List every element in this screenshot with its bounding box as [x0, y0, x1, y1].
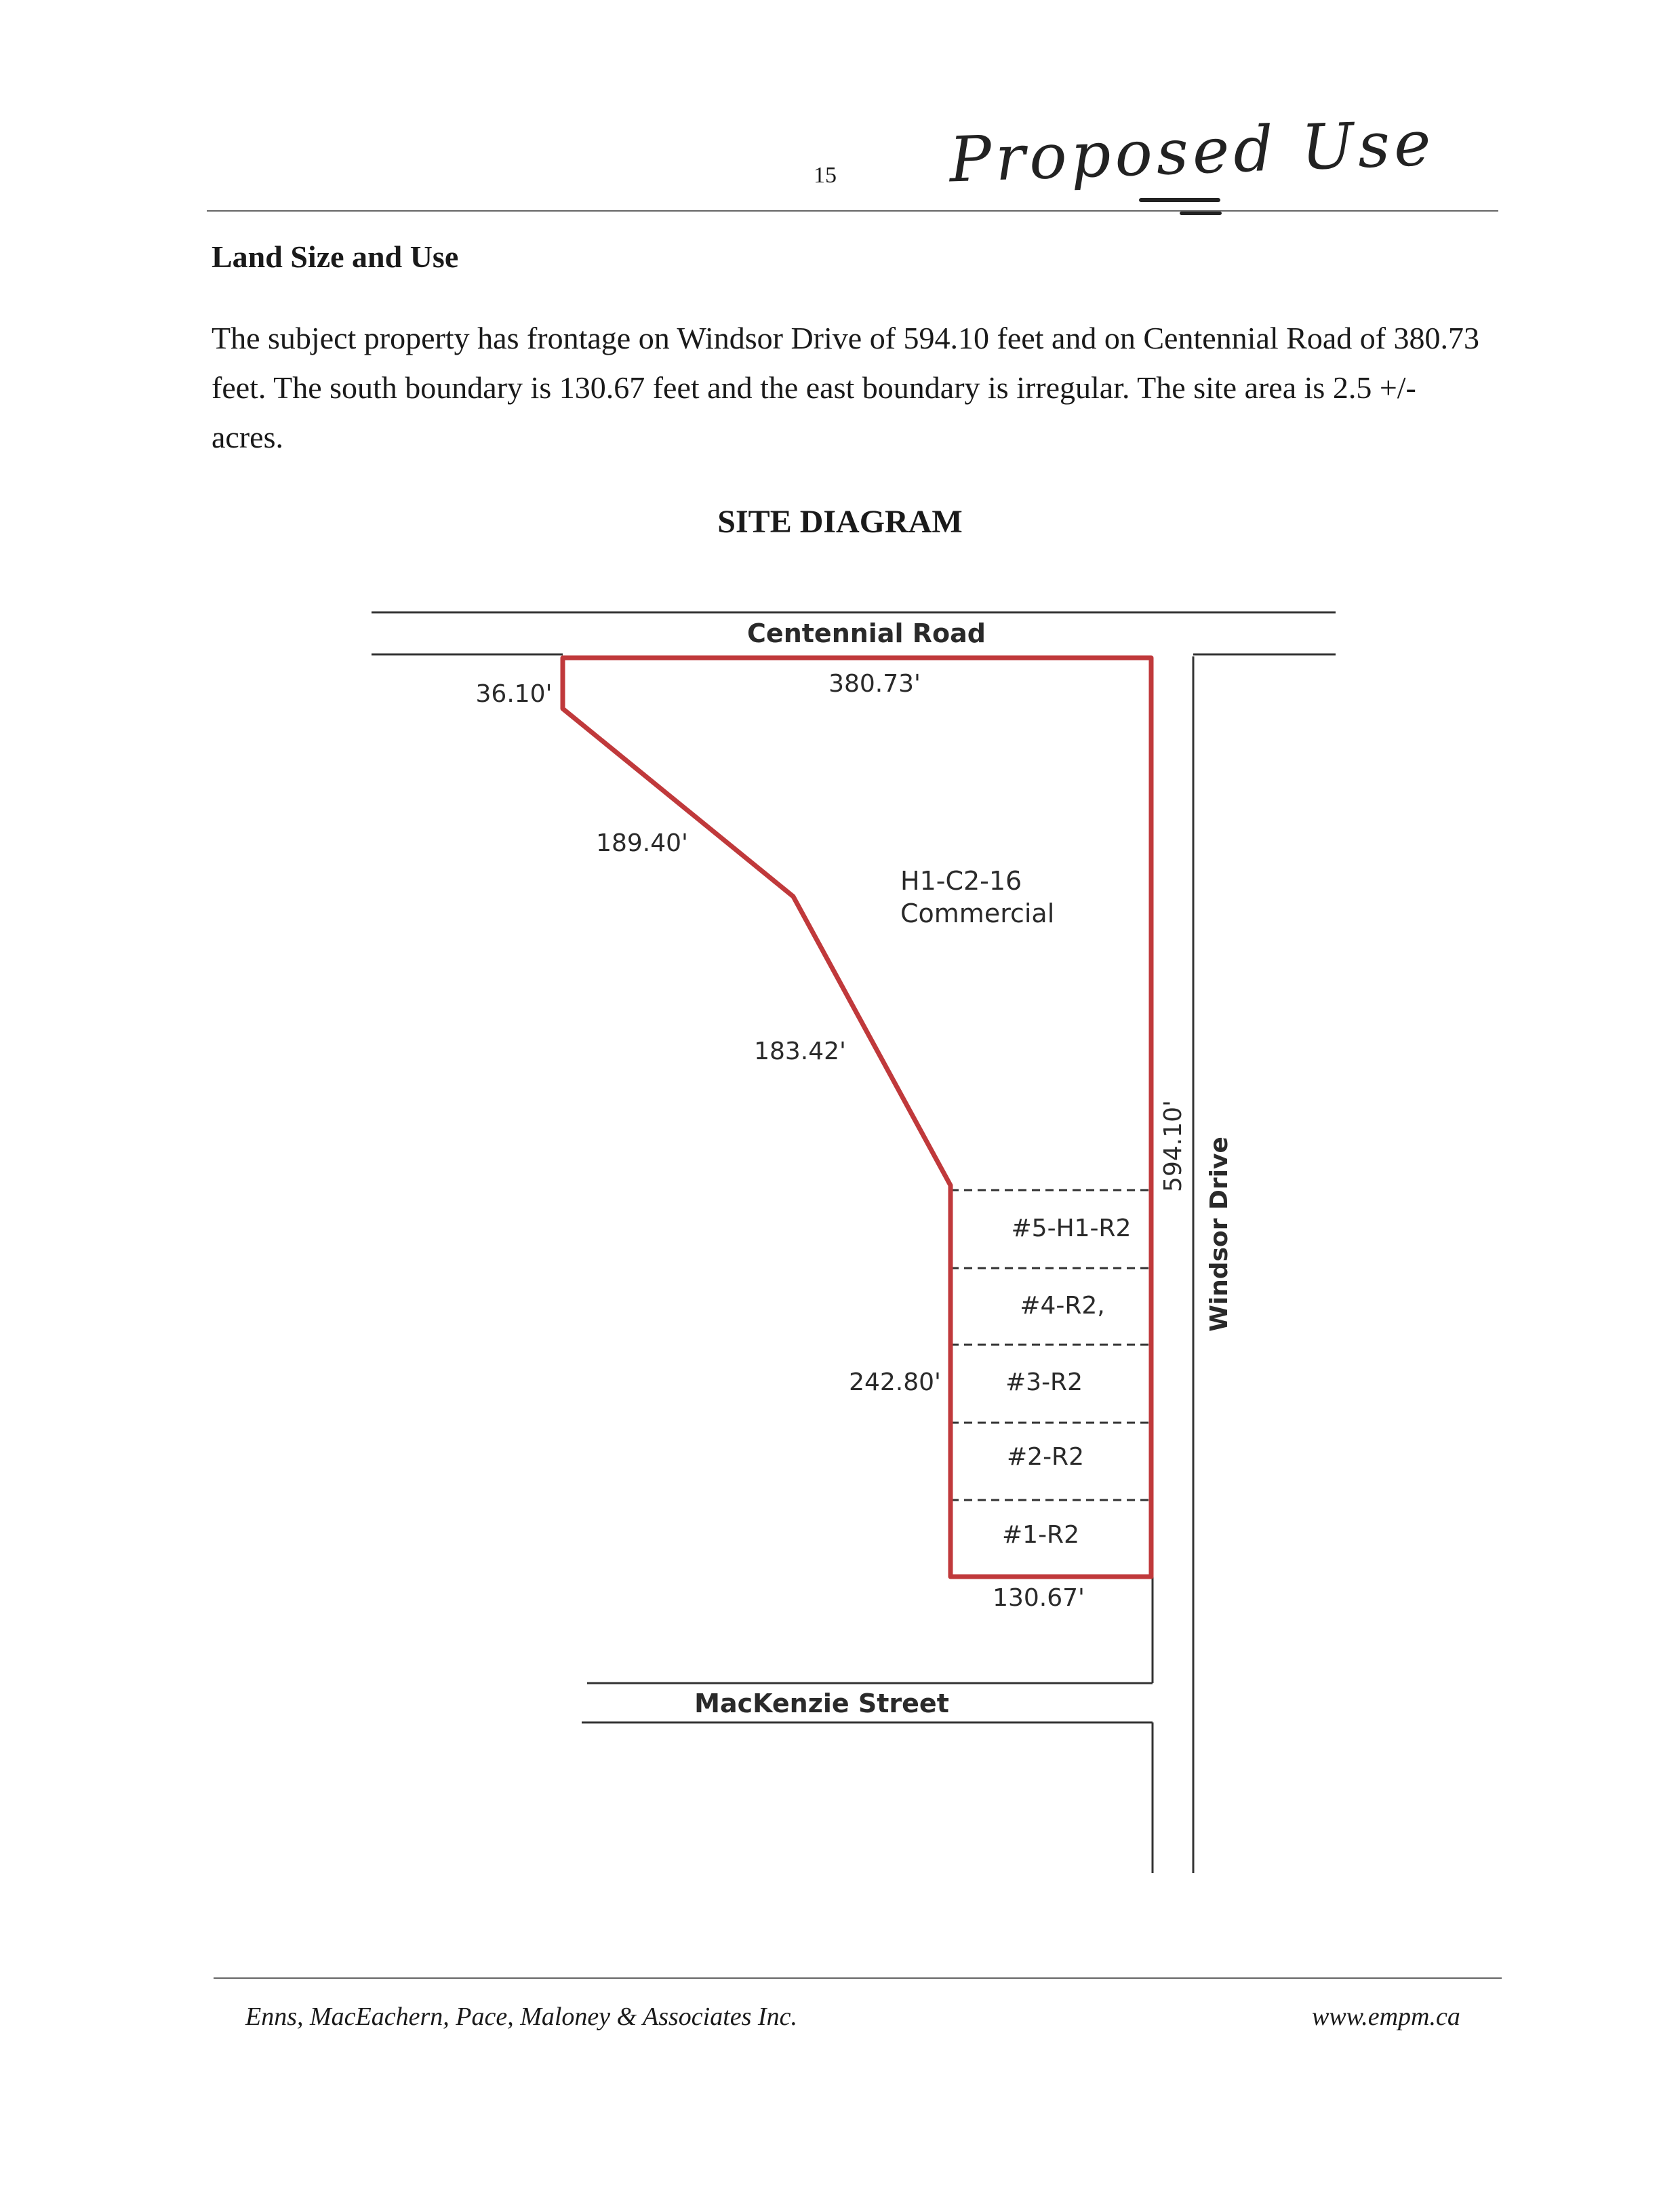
lot-label-4: #4-R2,	[1020, 1292, 1105, 1320]
street-label-centennial-road: Centennial Road	[747, 618, 986, 648]
zoning-code-label: H1-C2-16	[900, 866, 1022, 896]
street-label-windsor-drive: Windsor Drive	[1205, 1137, 1233, 1332]
dimension-south-boundary: 130.67'	[993, 1584, 1085, 1612]
zoning-use-label: Commercial	[900, 899, 1055, 928]
property-boundary	[563, 658, 1151, 1577]
footer-rule	[214, 1977, 1502, 1979]
page-number: 15	[814, 163, 837, 188]
dimension-east-boundary: 594.10'	[1159, 1100, 1187, 1192]
street-lines	[372, 612, 1336, 1873]
dimension-north-boundary: 380.73'	[828, 670, 921, 698]
footer-company: Enns, MacEachern, Pace, Maloney & Associates Inc.	[245, 2003, 797, 2031]
lot-label-1: #1-R2	[1002, 1521, 1079, 1549]
section-heading: Land Size and Use	[212, 239, 459, 274]
lot-label-3: #3-R2	[1005, 1368, 1083, 1396]
diagram-title: SITE DIAGRAM	[717, 504, 963, 540]
dimension-west-upper: 189.40'	[596, 829, 688, 857]
dimension-west-lower: 242.80'	[849, 1368, 941, 1396]
body-paragraph: The subject property has frontage on Windsor Drive of 594.10 feet and on Centennial Road of 380.73 feet. The south boundary is 130.67 feet and the east boundary is irregular. The site area is 2.5 +/- acres.	[212, 321, 1480, 454]
street-label-mackenzie-street: MacKenzie Street	[694, 1689, 949, 1718]
lot-label-5: #5-H1-R2	[1011, 1215, 1132, 1242]
dimension-west-middle: 183.42'	[754, 1038, 846, 1065]
handwritten-note: Proposed Use	[948, 106, 1437, 197]
lot-label-2: #2-R2	[1007, 1443, 1084, 1471]
dimension-northwest-corner: 36.10'	[475, 680, 553, 708]
footer-website: www.empm.ca	[1312, 2003, 1460, 2031]
